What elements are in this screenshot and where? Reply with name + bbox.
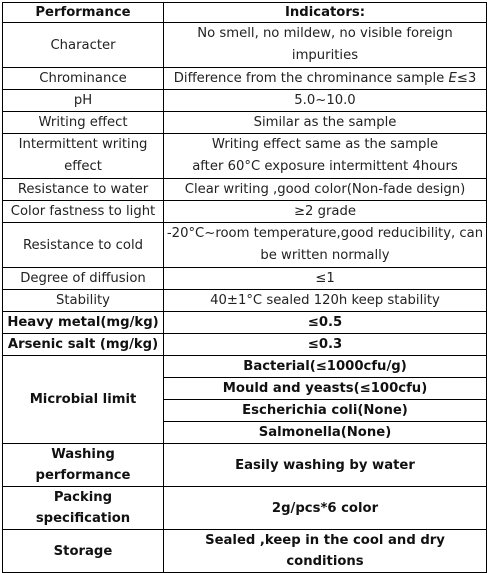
row-value-text: 40±1°C sealed 120h keep stability [210, 293, 440, 308]
row-name [3, 290, 164, 312]
row-value-prefix: Difference from the chrominance sample [173, 71, 449, 86]
table-row [3, 334, 487, 356]
row-name-text: Color fastness to light [10, 204, 156, 219]
row-name-text: Storage [53, 543, 113, 559]
table-row [3, 444, 487, 487]
row-name-text: Degree of diffusion [20, 271, 146, 286]
row-name-text: Microbial limit [29, 392, 137, 407]
row-name [3, 223, 164, 268]
row-name-text: Arsenic salt (mg/kg) [7, 337, 159, 352]
table-row [3, 530, 487, 573]
row-name-text: Heavy metal(mg/kg) [7, 315, 159, 330]
row-value-text: Bacterial(≤1000cfu/g) [243, 359, 407, 374]
row-name-text: Character [50, 37, 116, 53]
row-name [3, 134, 164, 179]
row-value [164, 400, 487, 422]
row-value-text: Easily washing by water [235, 457, 415, 473]
row-value-text: Salmonella(None) [258, 425, 392, 440]
row-name [3, 68, 164, 90]
row-value [164, 179, 487, 201]
row-value-text: 5.0~10.0 [294, 93, 356, 108]
row-value-line: Writing effect same as the sample [211, 137, 439, 152]
row-value [164, 487, 487, 530]
row-name [3, 201, 164, 223]
row-value-text: 2g/pcs*6 color [271, 500, 379, 516]
row-value [164, 422, 487, 444]
row-name [3, 487, 164, 530]
table-row [3, 179, 487, 201]
table-row [3, 290, 487, 312]
table-row [3, 134, 487, 179]
row-name [3, 312, 164, 334]
row-value-variable: E [448, 71, 457, 86]
row-value [164, 334, 487, 356]
row-name-text: pH [73, 93, 93, 108]
table-row [3, 68, 487, 90]
row-name-text: Writing effect [38, 115, 128, 130]
row-name-text: Chrominance [39, 71, 127, 86]
row-name [3, 530, 164, 573]
row-name-line: Intermittent writing [18, 137, 148, 152]
row-value-text: ≥2 grade [294, 204, 356, 219]
row-name [3, 444, 164, 487]
row-value-text: Sealed ,keep in the cool and dry conditions [205, 533, 445, 569]
row-value-text: Mould and yeasts(≤100cfu) [222, 381, 428, 396]
row-name [3, 356, 164, 444]
row-name [3, 268, 164, 290]
row-value [164, 223, 487, 268]
row-value-text: Clear writing ,good color(Non-fade design) [184, 182, 466, 197]
row-name-text: Resistance to cold [22, 237, 144, 253]
row-value-line: after 60°C exposure intermittent 4hours [192, 159, 458, 174]
table-row [3, 223, 487, 268]
row-value [164, 356, 487, 378]
table-row-microbial [3, 356, 487, 378]
row-value-line: No smell, no mildew, no visible foreign [197, 26, 453, 41]
row-name [3, 334, 164, 356]
row-name-line: effect [64, 159, 102, 174]
row-name [3, 112, 164, 134]
row-value [164, 112, 487, 134]
row-value [164, 530, 487, 573]
row-name-text: Washing performance [35, 447, 131, 483]
row-name-text: Packing specification [35, 490, 131, 526]
row-value [164, 312, 487, 334]
row-value [164, 134, 487, 179]
row-value-text: ≤0.5 [307, 315, 343, 330]
row-name [3, 90, 164, 112]
row-value [164, 378, 487, 400]
row-value-text: ≤0.3 [307, 337, 343, 352]
row-value-line: impurities [291, 48, 359, 63]
header-indicators: Indicators: [164, 3, 487, 23]
header-performance: Performance [3, 3, 164, 23]
row-value [164, 290, 487, 312]
row-value-line: -20°C~room temperature,good reducibility, can [166, 226, 484, 241]
table-header-row [3, 3, 487, 23]
row-value-text: Similar as the sample [253, 115, 397, 130]
row-value [164, 201, 487, 223]
row-value [164, 90, 487, 112]
row-value-suffix: ≤3 [456, 71, 477, 86]
row-value [164, 444, 487, 487]
table-row [3, 23, 487, 68]
row-name-text: Stability [56, 293, 110, 308]
table-row [3, 487, 487, 530]
row-value [164, 268, 487, 290]
row-value-text: ≤1 [315, 271, 335, 286]
row-value [164, 23, 487, 68]
row-value [164, 68, 487, 90]
row-value-text: Escherichia coli(None) [242, 403, 408, 418]
table-row [3, 201, 487, 223]
table-row [3, 268, 487, 290]
table-row [3, 112, 487, 134]
row-name [3, 179, 164, 201]
row-name [3, 23, 164, 68]
table-row [3, 312, 487, 334]
row-value-line: be written normally [260, 248, 390, 263]
table-row [3, 90, 487, 112]
row-name-text: Resistance to water [17, 182, 149, 197]
performance-table [2, 2, 487, 573]
